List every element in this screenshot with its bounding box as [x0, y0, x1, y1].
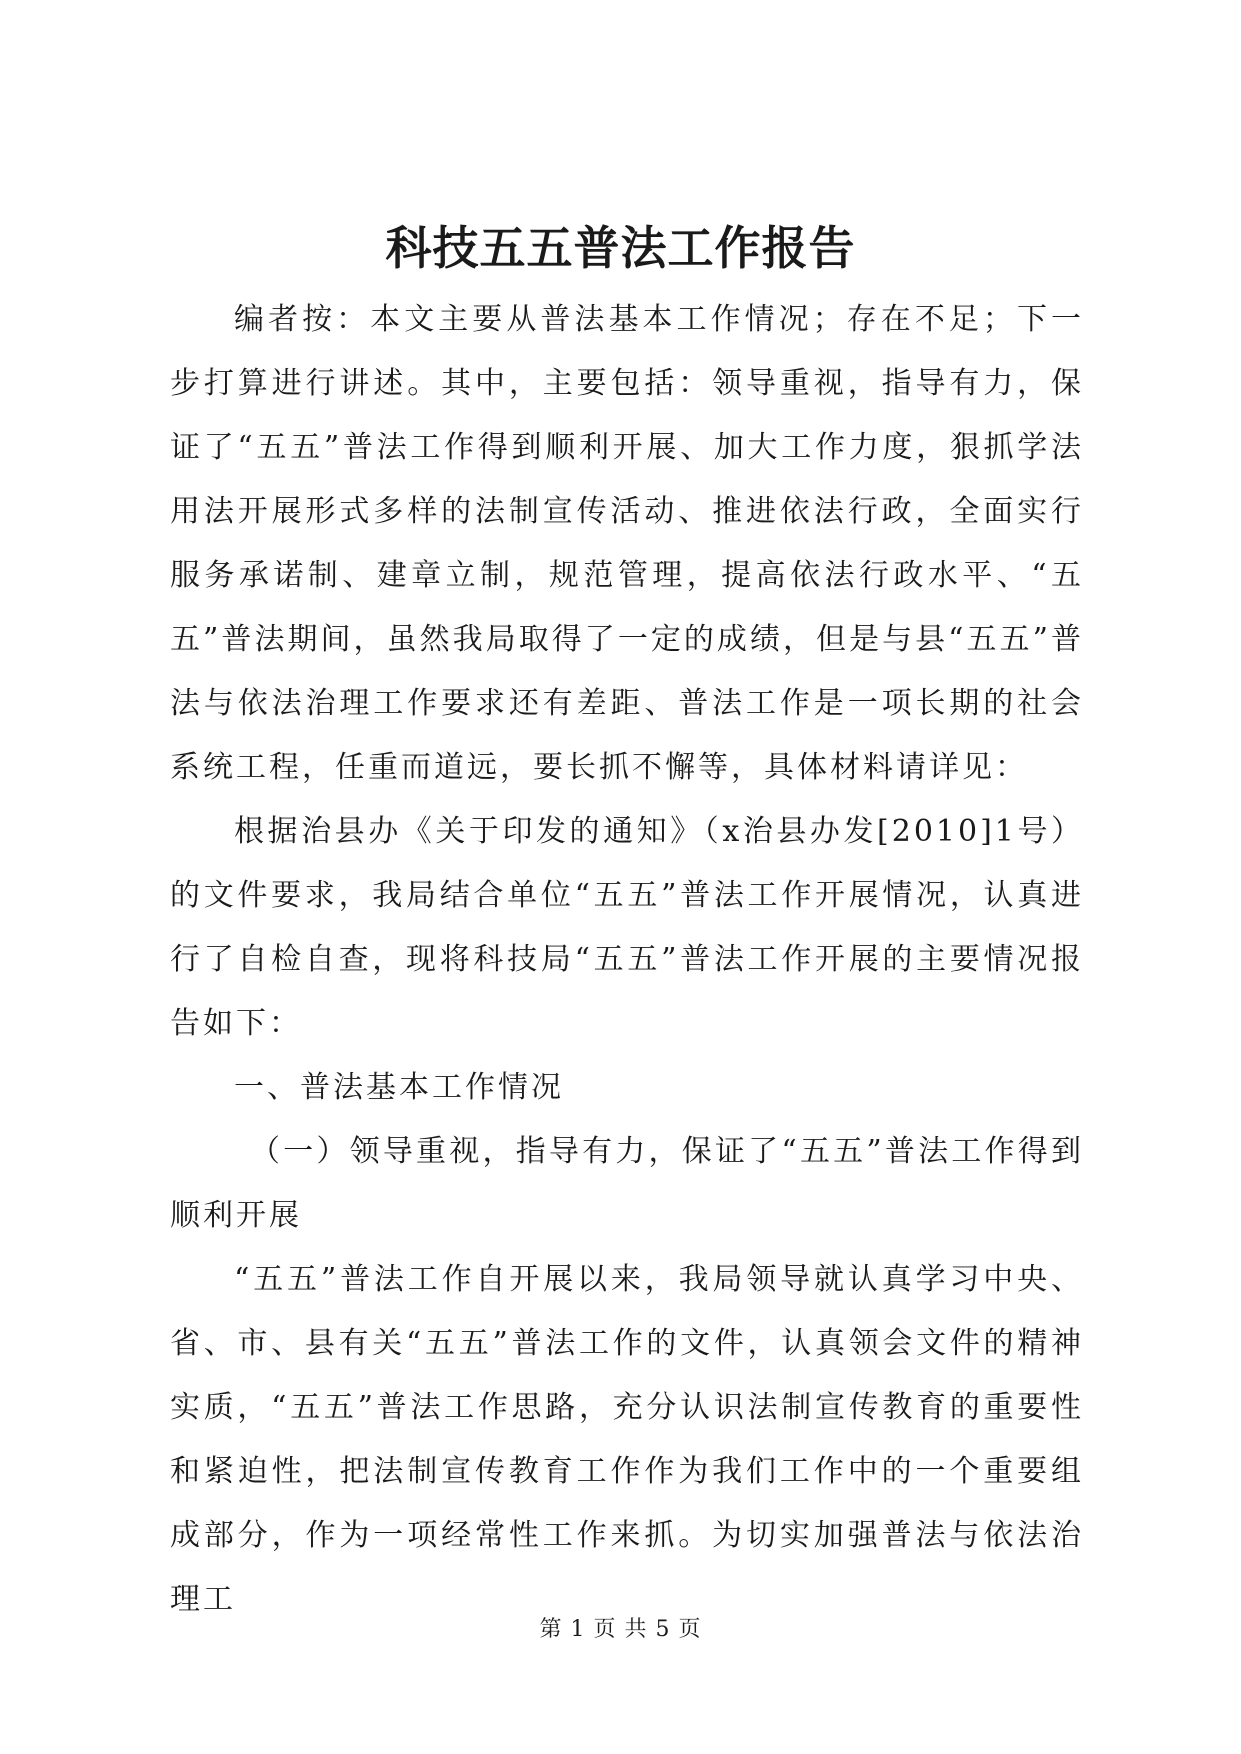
document-body — [170, 288, 1084, 1632]
intro-paragraph: 根据治县办《关于印发的通知》（x治县办发[2010]1号）的文件要求，我局结合单位“五五”普法工作开展情况，认真进行了自检自查，现将科技局“五五”普法工作开展的主要情况报告如下： — [170, 814, 1084, 1041]
section-heading: 一、普法基本工作情况 — [234, 1070, 564, 1105]
editor-note-paragraph: 编者按：本文主要从普法基本工作情况；存在不足；下一步打算进行讲述。其中，主要包括：领导重视，指导有力，保证了“五五”普法工作得到顺利开展、加大工作力度，狠抓学法用法开展形式多样的法制宣传活动、推进依法行政，全面实行服务承诺制、建章立制，规范管理，提高依法行政水平、“五五”普法期间，虽然我局取得了一定的成绩，但是与县“五五”普法与依法治理工作要求还有差距、普法工作是一项长期的社会系统工程，任重而道远，要长抓不懈等，具体材料请详见： — [170, 302, 1084, 785]
page-footer: 第 1 页 共 5 页 — [539, 1617, 702, 1642]
subsection-heading: （一）领导重视，指导有力，保证了“五五”普法工作得到顺利开展 — [170, 1134, 1084, 1233]
body-paragraph: “五五”普法工作自开展以来，我局领导就认真学习中央、省、市、县有关“五五”普法工作的文件，认真领会文件的精神实质，“五五”普法工作思路，充分认识法制宣传教育的重要性和紧迫性，把法制宣传教育工作作为我们工作中的一个重要组成部分，作为一项经常性工作来抓。为切实加强普法与依法治理工 — [170, 1262, 1084, 1617]
document-title: 科技五五普法工作报告 — [385, 221, 856, 275]
